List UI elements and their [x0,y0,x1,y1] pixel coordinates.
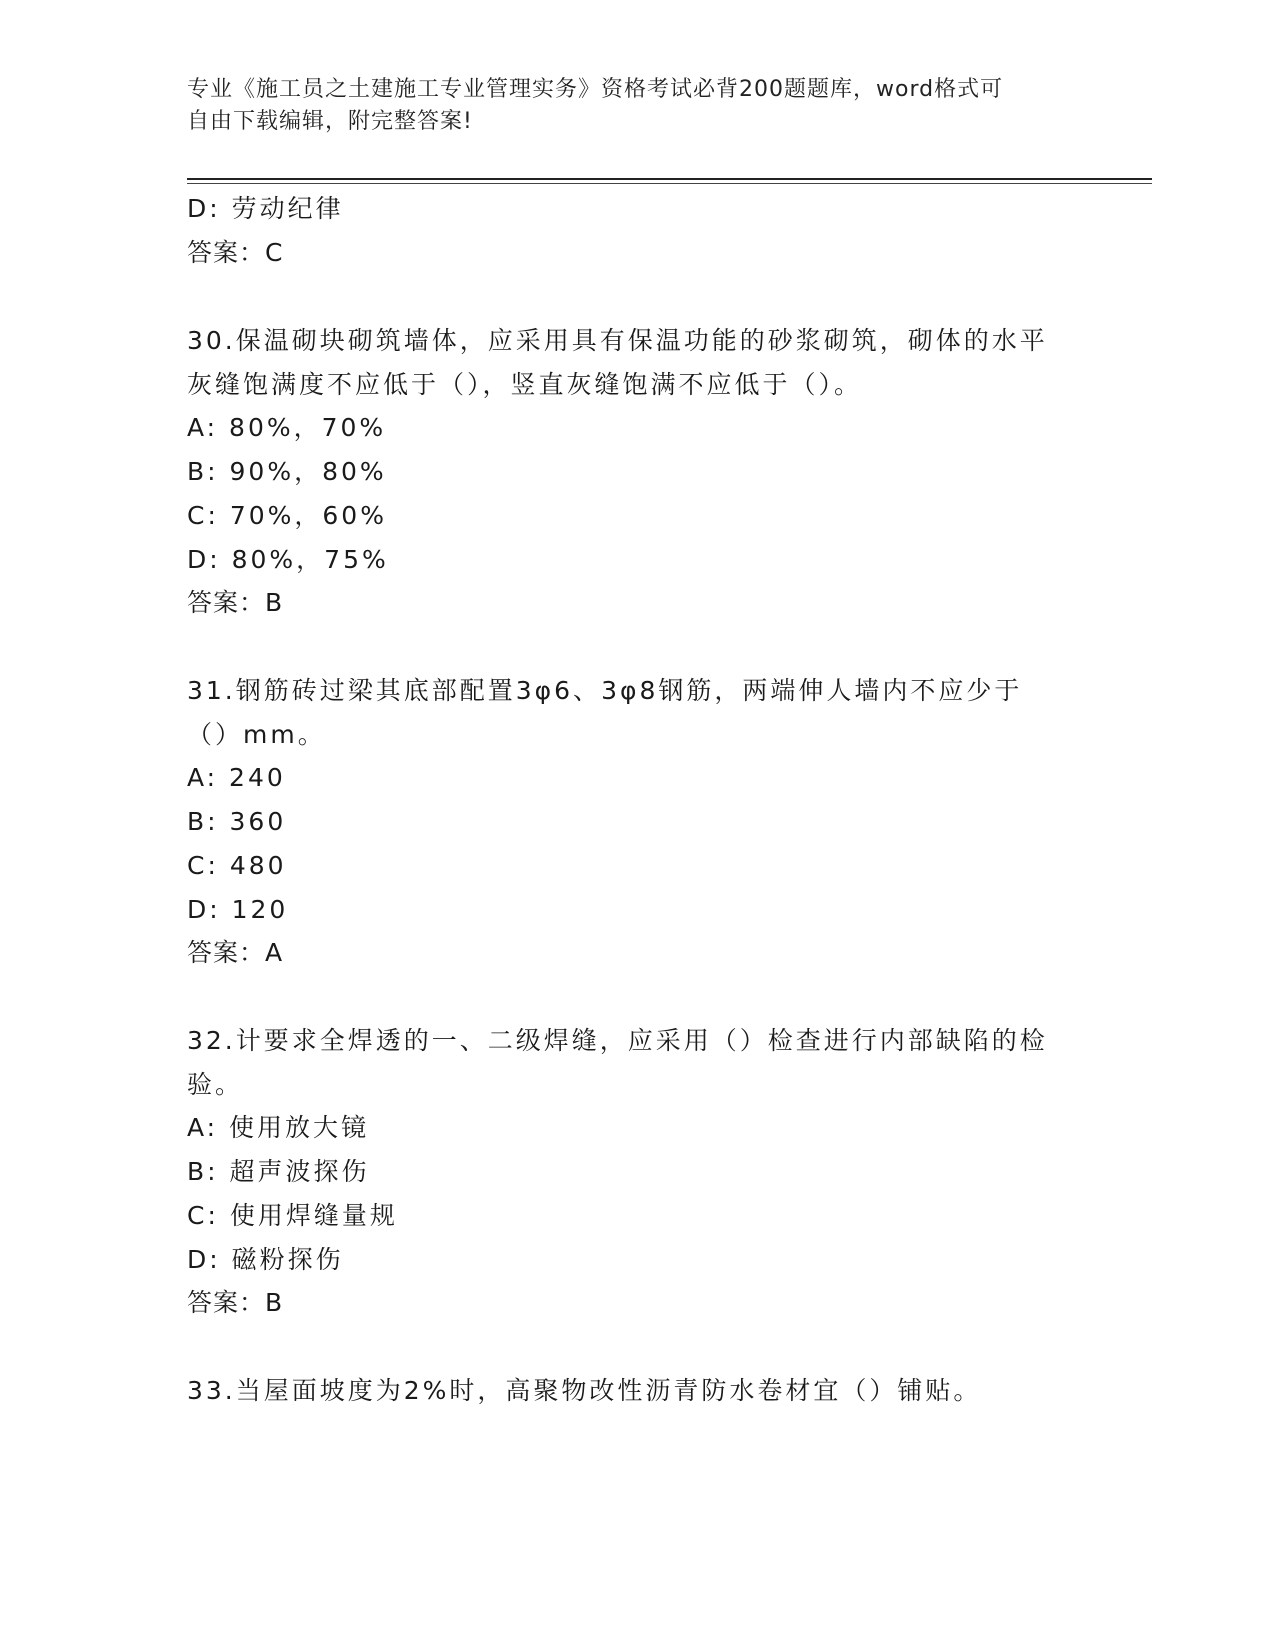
q30-answer: 答案：B [187,588,284,617]
q31-stem-line-1: 31.钢筋砖过梁其底部配置3φ6、3φ8钢筋，两端伸人墙内不应少于 [187,676,1023,705]
q31-stem-line-2: （）mm。 [187,720,326,749]
q30-stem-line-2: 灰缝饱满度不应低于（），竖直灰缝饱满不应低于（）。 [187,370,863,399]
q32-option-a: A: 使用放大镜 [187,1113,370,1142]
header-divider-thin [187,183,1152,184]
header-line-1: 专业《施工员之土建施工专业管理实务》资格考试必背200题题库，word格式可 [187,77,1004,102]
document-header [187,74,1067,138]
q31-answer: 答案：A [187,938,284,967]
q32-stem-line-2: 验。 [187,1070,244,1099]
q30-option-c: C: 70%，60% [187,501,387,530]
q32-stem-line-1: 32.计要求全焊透的一、二级焊缝，应采用（）检查进行内部缺陷的检 [187,1026,1048,1055]
q32-option-c: C: 使用焊缝量规 [187,1201,398,1230]
q31-option-d: D: 120 [187,895,289,924]
header-divider-thick [187,178,1152,180]
q30-stem-line-1: 30.保温砌块砌筑墙体，应采用具有保温功能的砂浆砌筑，砌体的水平 [187,326,1048,355]
q31-option-a: A: 240 [187,763,286,792]
q32-option-d: D: 磁粉探伤 [187,1245,344,1274]
q30-option-b: B: 90%，80% [187,457,387,486]
prev-option-d: D: 劳动纪律 [187,194,344,223]
q30-option-a: A: 80%，70% [187,413,387,442]
prev-answer: 答案：C [187,238,284,267]
q33-stem-line-1: 33.当屋面坡度为2%时，高聚物改性沥青防水卷材宜（）铺贴。 [187,1376,982,1405]
q32-answer: 答案：B [187,1288,284,1317]
q30-option-d: D: 80%，75% [187,545,389,574]
q32-option-b: B: 超声波探伤 [187,1157,370,1186]
q31-option-c: C: 480 [187,851,287,880]
q31-option-b: B: 360 [187,807,287,836]
header-line-2: 自由下载编辑，附完整答案! [187,109,473,134]
